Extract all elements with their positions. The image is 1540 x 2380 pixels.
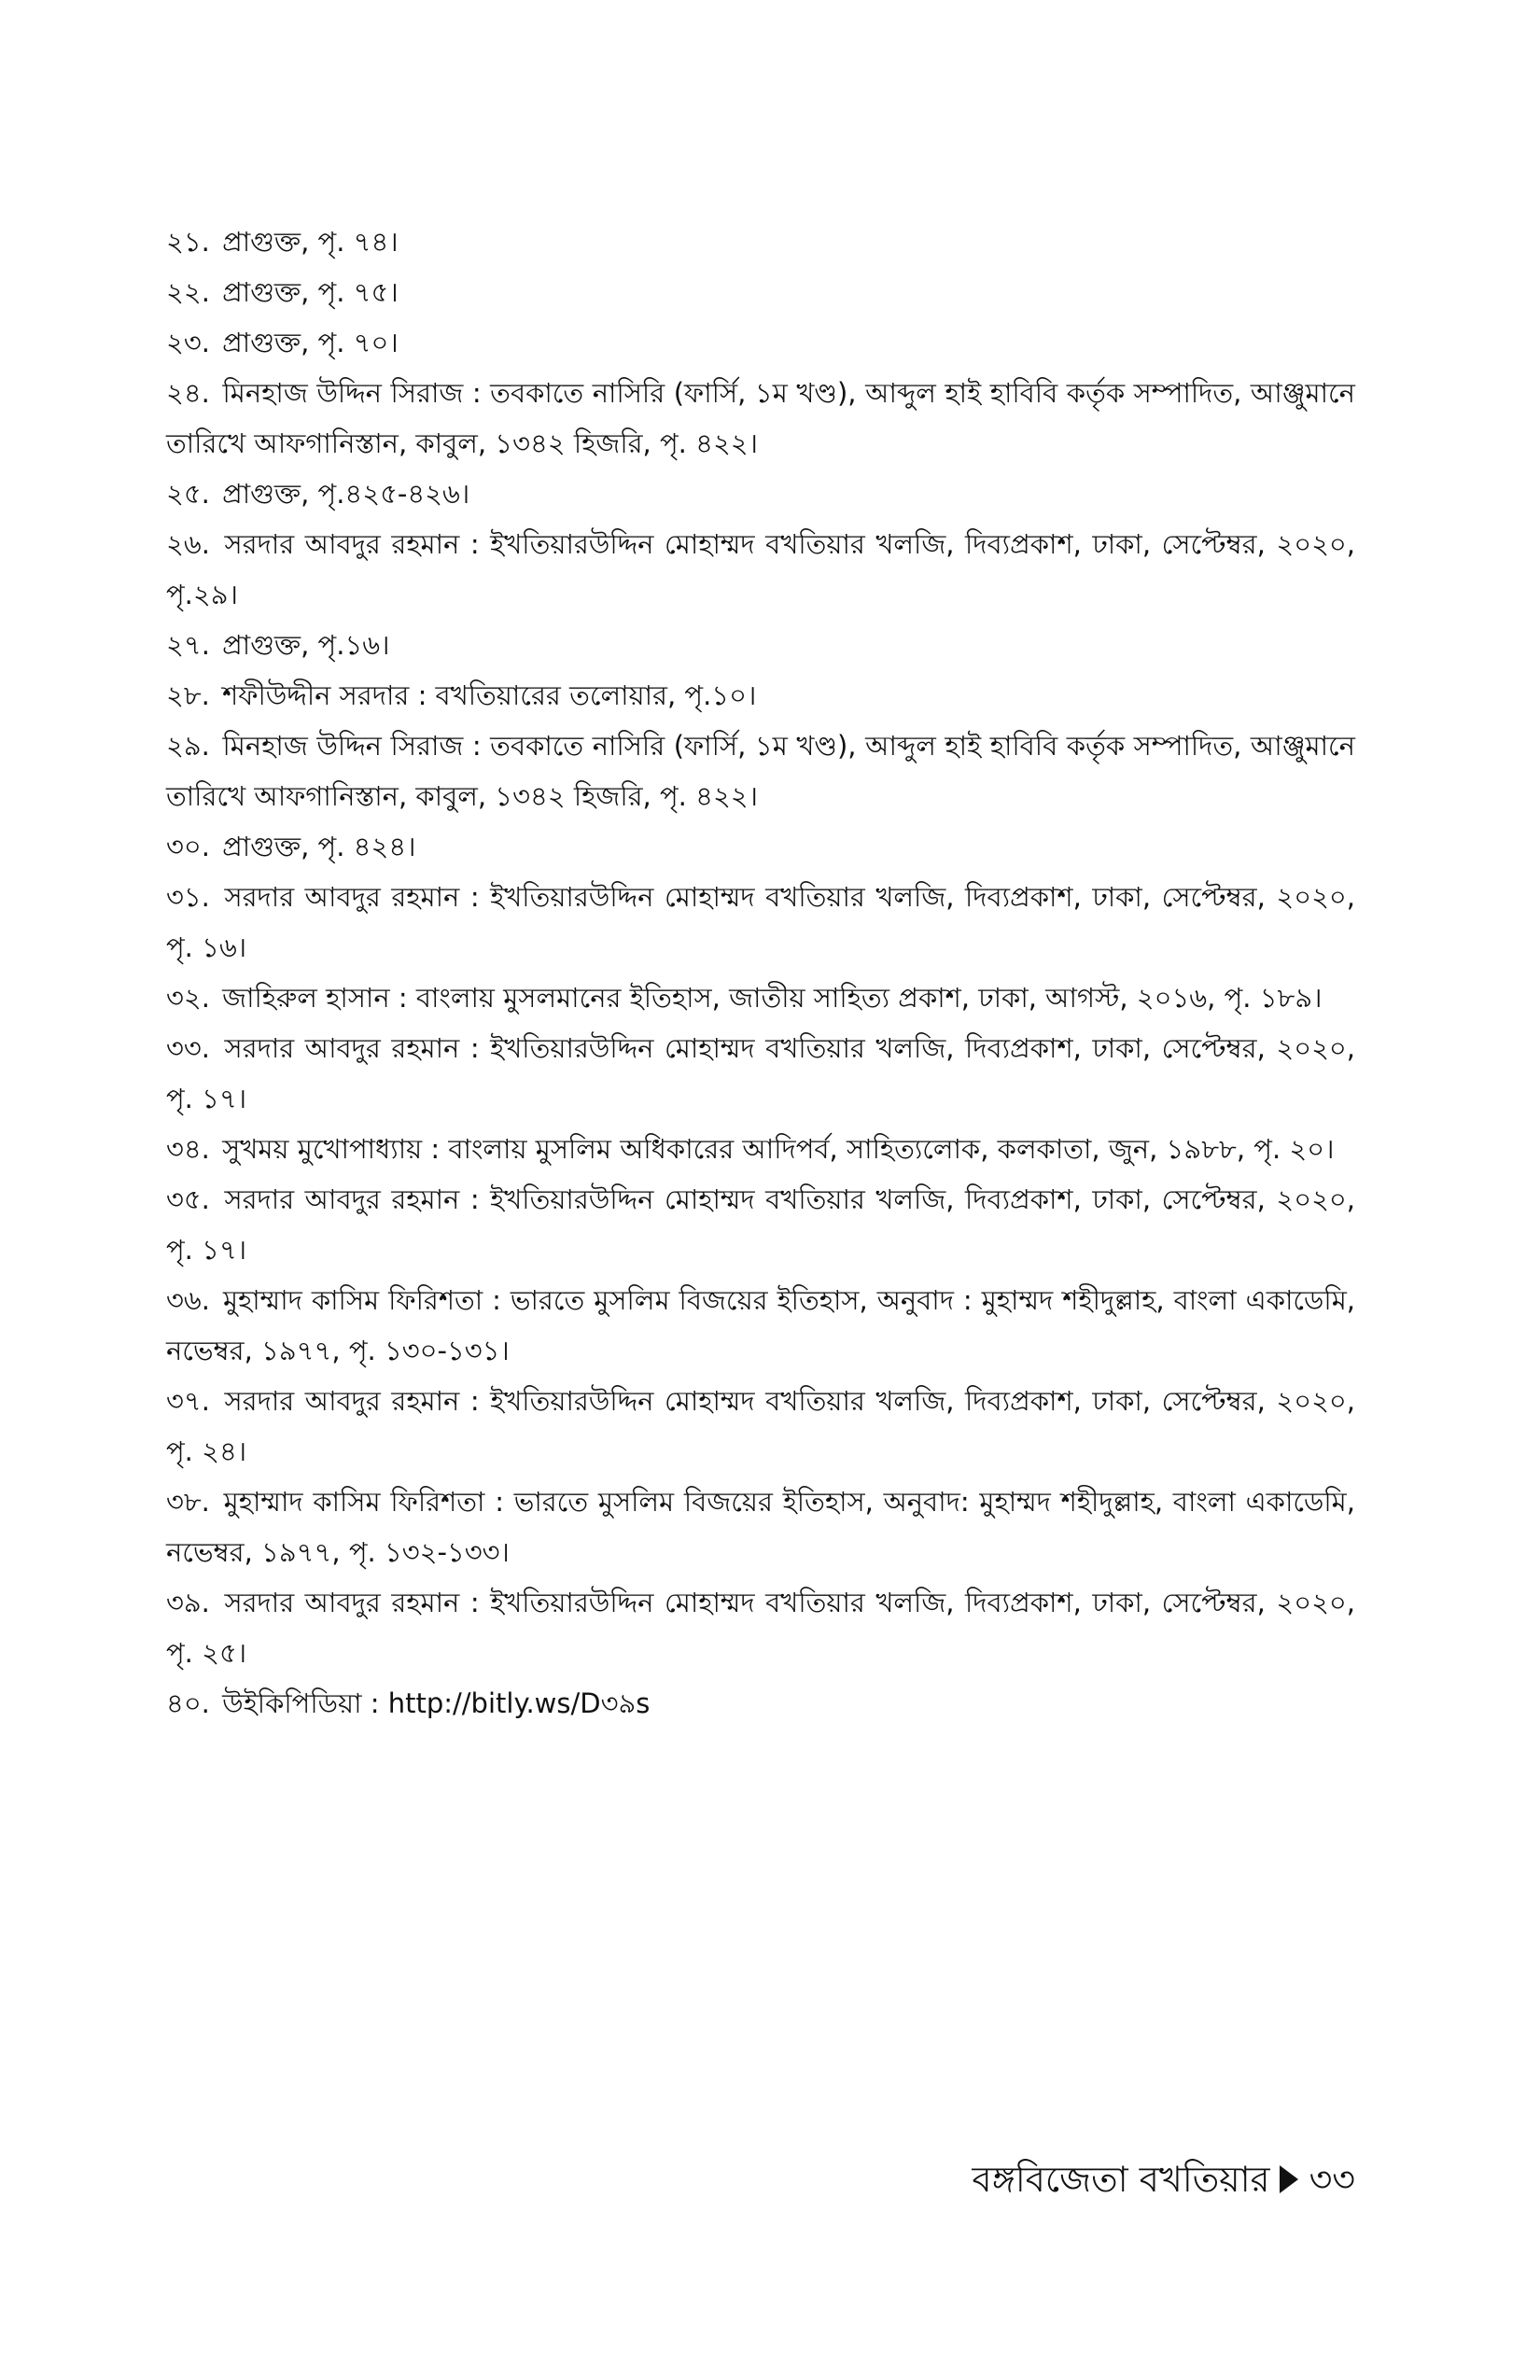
endnote-text: সরদার আবদুর রহমান : ইখতিয়ারউদ্দিন মোহাম্মদ বখতিয়ার খলজি, দিব্যপ্রকাশ, ঢাকা, সেপ্টেম্বর, ২০২০, পৃ. ১৭। xyxy=(166,1032,1356,1114)
endnote-text: প্রাগুক্ত, পৃ.১৬। xyxy=(222,629,390,661)
endnote-item xyxy=(166,1477,1355,1577)
endnote-item xyxy=(166,670,1355,721)
endnote-number: ৩৩. xyxy=(166,1032,210,1064)
endnote-number: ৩৪. xyxy=(166,1133,210,1165)
endnote-number: ২২. xyxy=(166,276,210,308)
endnote-item xyxy=(166,1023,1355,1124)
book-title: বঙ্গবিজেতা বখতিয়ার xyxy=(972,2159,1270,2200)
endnote-item xyxy=(166,1174,1355,1275)
endnote-text: প্রাগুক্ত, পৃ. ৭০। xyxy=(222,327,399,358)
endnote-number: ৩৫. xyxy=(166,1183,210,1215)
endnote-text: প্রাগুক্ত, পৃ. ৭৫। xyxy=(222,276,399,308)
endnote-text: মুহাম্মাদ কাসিম ফিরিশতা : ভারতে মুসলিম বিজয়ের ইতিহাস, অনুবাদ: মুহাম্মদ শহীদুল্লাহ, বাংলা একাডেমি, নভেম্বর, ১৯৭৭, পৃ. ১৩২-১৩৩। xyxy=(166,1486,1355,1568)
endnote-text: প্রাগুক্ত, পৃ.৪২৫-৪২৬। xyxy=(222,478,470,510)
endnote-item xyxy=(166,217,1355,267)
endnote-text: সরদার আবদুর রহমান : ইখতিয়ারউদ্দিন মোহাম্মদ বখতিয়ার খলজি, দিব্যপ্রকাশ, ঢাকা, সেপ্টেম্বর, ২০২০, পৃ. ১৬। xyxy=(166,881,1356,963)
endnote-text: মুহাম্মাদ কাসিম ফিরিশতা : ভারতে মুসলিম বিজয়ের ইতিহাস, অনুবাদ : মুহাম্মদ শহীদুল্লাহ, বাংলা একাডেমি, নভেম্বর, ১৯৭৭, পৃ. ১৩০-১৩১। xyxy=(166,1284,1356,1366)
endnote-item xyxy=(166,1275,1355,1376)
endnote-item xyxy=(166,1376,1355,1477)
endnote-number: ২৬. xyxy=(166,528,210,560)
endnote-number: ৪০. xyxy=(166,1687,210,1719)
endnote-number: ৩০. xyxy=(166,831,210,862)
endnote-text: সরদার আবদুর রহমান : ইখতিয়ারউদ্দিন মোহাম্মদ বখতিয়ার খলজি, দিব্যপ্রকাশ, ঢাকা, সেপ্টেম্বর, ২০২০, পৃ. ২৫। xyxy=(166,1587,1356,1669)
triangle-right-icon xyxy=(1280,2165,1298,2193)
endnote-number: ৩৬. xyxy=(166,1284,210,1316)
endnotes-list xyxy=(166,217,1355,1729)
endnote-item xyxy=(166,973,1355,1023)
endnote-item xyxy=(166,1124,1355,1174)
page-number: ৩৩ xyxy=(1309,2159,1355,2200)
page-footer xyxy=(973,2156,1355,2203)
endnote-item xyxy=(166,469,1355,519)
endnote-number: ৩৮. xyxy=(166,1486,210,1518)
endnote-number: ৩২. xyxy=(166,982,210,1014)
endnote-text: সুখময় মুখোপাধ্যায় : বাংলায় মুসলিম অধিকারের আদিপর্ব, সাহিত্যলোক, কলকাতা, জুন, ১৯৮৮, পৃ. ২০। xyxy=(222,1133,1335,1165)
endnote-number: ২৯. xyxy=(166,730,210,762)
endnote-number: ২৮. xyxy=(166,679,210,711)
endnote-item xyxy=(166,1678,1355,1729)
endnote-number: ২৩. xyxy=(166,327,210,358)
endnote-number: ২৫. xyxy=(166,478,210,510)
endnote-item xyxy=(166,620,1355,670)
endnote-number: ২৪. xyxy=(166,377,210,409)
endnote-item xyxy=(166,1577,1355,1678)
endnote-text: জাহিরুল হাসান : বাংলায় মুসলমানের ইতিহাস, জাতীয় সাহিত্য প্রকাশ, ঢাকা, আগস্ট, ২০১৬, পৃ. ১৮৯। xyxy=(222,982,1323,1014)
endnote-number: ২১. xyxy=(166,226,210,258)
endnote-text: সরদার আবদুর রহমান : ইখতিয়ারউদ্দিন মোহাম্মদ বখতিয়ার খলজি, দিব্যপ্রকাশ, ঢাকা, সেপ্টেম্বর, ২০২০, পৃ. ১৭। xyxy=(166,1183,1356,1266)
endnote-item xyxy=(166,317,1355,368)
endnote-item xyxy=(166,721,1355,821)
endnote-text: সরদার আবদুর রহমান : ইখতিয়ারউদ্দিন মোহাম্মদ বখতিয়ার খলজি, দিব্যপ্রকাশ, ঢাকা, সেপ্টেম্বর, ২০২০, পৃ. ২৪। xyxy=(166,1385,1356,1467)
endnote-text: প্রাগুক্ত, পৃ. ৭৪। xyxy=(222,226,399,258)
endnote-text: সরদার আবদুর রহমান : ইখতিয়ারউদ্দিন মোহাম্মদ বখতিয়ার খলজি, দিব্যপ্রকাশ, ঢাকা, সেপ্টেম্বর, ২০২০, পৃ.২৯। xyxy=(166,528,1356,610)
endnote-item xyxy=(166,872,1355,973)
endnote-number: ৩১. xyxy=(166,881,210,913)
endnote-item xyxy=(166,368,1355,469)
endnote-text: মিনহাজ উদ্দিন সিরাজ : তবকাতে নাসিরি (ফার্সি, ১ম খণ্ড), আব্দুল হাই হাবিবি কর্তৃক সম্পাদিত, আঞ্জুমানে তারিখে আফগানিস্তান, কাবুল, ১৩৪২ হিজরি, পৃ. ৪২২। xyxy=(166,377,1355,459)
endnote-text: প্রাগুক্ত, পৃ. ৪২৪। xyxy=(222,831,416,862)
endnote-number: ৩৭. xyxy=(166,1385,210,1417)
endnote-number: ২৭. xyxy=(166,629,210,661)
endnote-item xyxy=(166,821,1355,872)
endnote-text: মিনহাজ উদ্দিন সিরাজ : তবকাতে নাসিরি (ফার্সি, ১ম খণ্ড), আব্দুল হাই হাবিবি কর্তৃক সম্পাদিত, আঞ্জুমানে তারিখে আফগানিস্তান, কাবুল, ১৩৪২ হিজরি, পৃ. ৪২২। xyxy=(166,730,1355,812)
endnote-text: উইকিপিডিয়া : http://bitly.ws/D৩৯s xyxy=(222,1687,651,1719)
endnote-number: ৩৯. xyxy=(166,1587,210,1618)
endnote-text: শফীউদ্দীন সরদার : বখতিয়ারের তলোয়ার, পৃ.১০। xyxy=(222,679,757,711)
endnote-item xyxy=(166,267,1355,317)
endnote-item xyxy=(166,519,1355,620)
